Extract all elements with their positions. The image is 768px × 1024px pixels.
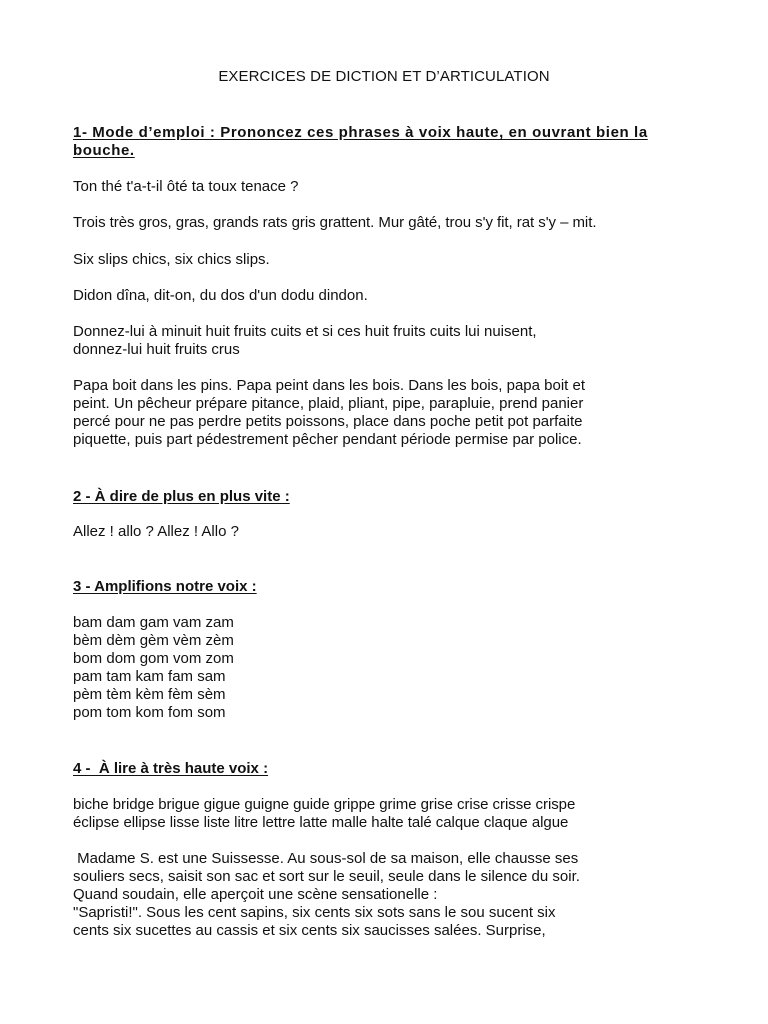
paragraph-line: Didon dîna, dit-on, du dos d'un dodu dindon. <box>73 287 368 304</box>
section-4-paragraph-2 <box>73 850 703 940</box>
paragraph-line: Ton thé t'a-t-il ôté ta toux tenace ? <box>73 178 299 195</box>
section-4-paragraph-1 <box>73 796 703 832</box>
section-1-paragraph-1 <box>73 178 703 196</box>
paragraph-line: Allez ! allo ? Allez ! Allo ? <box>73 523 239 540</box>
paragraph-line: Quand soudain, elle aperçoit une scène sensationelle : <box>73 886 438 903</box>
syllable-line: pèm tèm kèm fèm sèm <box>73 686 226 703</box>
syllable-line: bam dam gam vam zam <box>73 614 234 631</box>
syllable-line: pom tom kom fom som <box>73 704 226 721</box>
paragraph-line: éclipse ellipse lisse liste litre lettre latte malle halte talé calque claque algue <box>73 814 569 831</box>
syllable-line: bom dom gom vom zom <box>73 650 234 667</box>
section-2-paragraph-1 <box>73 523 703 541</box>
section-1-heading <box>73 124 703 160</box>
paragraph-line: percé pour ne pas perdre petits poissons, place dans poche petit pot parfaite <box>73 413 583 430</box>
section-1-paragraph-2 <box>73 214 703 232</box>
paragraph-line: piquette, puis part pédestrement pêcher pendant période permise par police. <box>73 431 582 448</box>
paragraph-line: "Sapristi!". Sous les cent sapins, six cents six sots sans le sou sucent six <box>73 904 556 921</box>
syllable-line: bèm dèm gèm vèm zèm <box>73 632 234 649</box>
heading-line: 2 - À dire de plus en plus vite : <box>73 488 290 505</box>
syllable-line: pam tam kam fam sam <box>73 668 226 685</box>
paragraph-line: biche bridge brigue gigue guigne guide grippe grime grise crise crisse crispe <box>73 796 576 813</box>
section-2-heading <box>73 488 703 506</box>
paragraph-line: Papa boit dans les pins. Papa peint dans les bois. Dans les bois, papa boit et <box>73 377 585 394</box>
heading-line: 4 - À lire à très haute voix : <box>73 760 269 777</box>
section-1-heading-line-1: 1- Mode d’emploi : Prononcez ces phrases à voix haute, en ouvrant bien la <box>73 124 648 141</box>
document-title: EXERCICES DE DICTION ET D’ARTICULATION <box>218 68 550 85</box>
section-1-paragraph-4 <box>73 287 703 305</box>
paragraph-line: souliers secs, saisit son sac et sort sur le seuil, seule dans le silence du soir. <box>73 868 580 885</box>
section-1-heading-line-2: bouche. <box>73 142 135 159</box>
paragraph-line: Six slips chics, six chics slips. <box>73 251 270 268</box>
section-1-paragraph-3 <box>73 251 703 269</box>
paragraph-line: Madame S. est une Suissesse. Au sous-sol de sa maison, elle chausse ses <box>73 850 579 867</box>
paragraph-line: peint. Un pêcheur prépare pitance, plaid, pliant, pipe, parapluie, prend panier <box>73 395 584 412</box>
paragraph-line: Donnez-lui à minuit huit fruits cuits et si ces huit fruits cuits lui nuisent, <box>73 323 537 340</box>
paragraph-line: cents six sucettes au cassis et six cents six saucisses salées. Surprise, <box>73 922 546 939</box>
section-3-heading <box>73 578 703 596</box>
section-1-paragraph-5 <box>73 323 703 359</box>
paragraph-line: Trois très gros, gras, grands rats gris grattent. Mur gâté, trou s'y fit, rat s'y – mit. <box>73 214 597 231</box>
paragraph-line: donnez-lui huit fruits crus <box>73 341 240 358</box>
document-page <box>73 0 703 1024</box>
section-4-heading <box>73 760 703 778</box>
section-1-paragraph-6 <box>73 377 703 449</box>
heading-line: 3 - Amplifions notre voix : <box>73 578 257 595</box>
section-3-syllable-list <box>73 614 703 722</box>
